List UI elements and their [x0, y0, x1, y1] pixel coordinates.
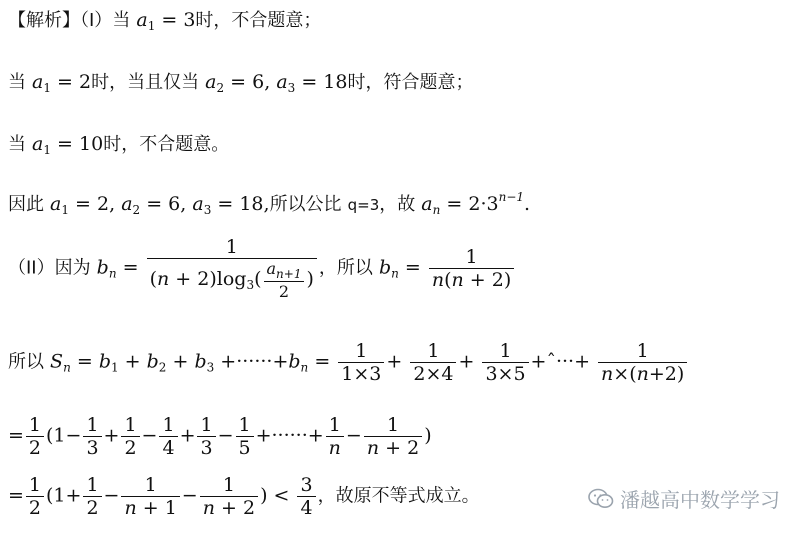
- term-n: $\frac{1}{n\times(n+2)}$: [598, 340, 687, 385]
- solution-line-4: 因此 $a_1 = 2$, $a_2 = 6$, $a_3 = 18$,所以公比 q=3，故 $a_n = 2\cdot 3^{n-1}$.: [8, 190, 531, 217]
- solution-line-1: 【解析】（I）当 $a_1 = 3$时，不合题意；: [8, 9, 322, 33]
- term-2: $\frac{1}{2\times 4}$: [410, 340, 456, 385]
- analysis-bracket: 【解析】: [8, 10, 80, 31]
- fraction-bn-definition: 1 $(n + 2)\log_3$( $\frac{a_{n+1}}{2}$ ): [147, 236, 317, 301]
- fraction-bn-simplified: $\frac{1}{n(n + 2)}$: [429, 246, 514, 291]
- solution-line-6: 所以 $S_n = b_1 + b_2 + b_3 +\cdot\cdot\cdot\cdot\cdot\cdot+b_n$ = $\frac{1}{1\times 3}$ + $\frac{1}{2\times 4}$ + $\frac{1}{3\times 5}$ +ˆ···+ $\frac{1}{n\times(n+2)}$: [8, 340, 689, 385]
- term-3: $\frac{1}{3\times 5}$: [482, 340, 528, 385]
- term-1: $\frac{1}{1\times 3}$: [338, 340, 384, 385]
- watermark-text: 潘越高中数学学习: [620, 488, 780, 512]
- watermark: [588, 484, 780, 515]
- solution-line-3: 当 $a_1 = 10$时，不合题意。: [8, 133, 230, 157]
- solution-line-2: 当 $a_1 = 2$时，当且仅当 $a_2 = 6$, $a_3 = 18$时，符合题意；: [8, 71, 474, 95]
- wechat-icon: [588, 488, 614, 515]
- solution-line-8: = $\frac{1}{2}$ (1+ $\frac{1}{2}$ − $\frac{1}{n + 1}$ − $\frac{1}{n + 2}$ ) < $\frac{3}{4}$ ，故原不等式成立。: [8, 474, 480, 519]
- solution-line-5: （II）因为 $b_n$ = 1 $(n + 2)\log_3$( $\frac{a_{n+1}}{2}$ ) ，所以 $b_n$ = $\frac{1}{n(n + 2)}$: [8, 236, 516, 301]
- part-label: （I）: [80, 10, 113, 31]
- solution-line-7: = $\frac{1}{2}$ (1− $\frac{1}{3}$ + $\frac{1}{2}$ − $\frac{1}{4}$ + $\frac{1}{3}$ − $\frac{1}{5}$ +······+ $\frac{1}{n}$ − $\frac{1}{n + 2}$ ): [8, 414, 432, 459]
- ratio-q: q=3: [347, 196, 380, 214]
